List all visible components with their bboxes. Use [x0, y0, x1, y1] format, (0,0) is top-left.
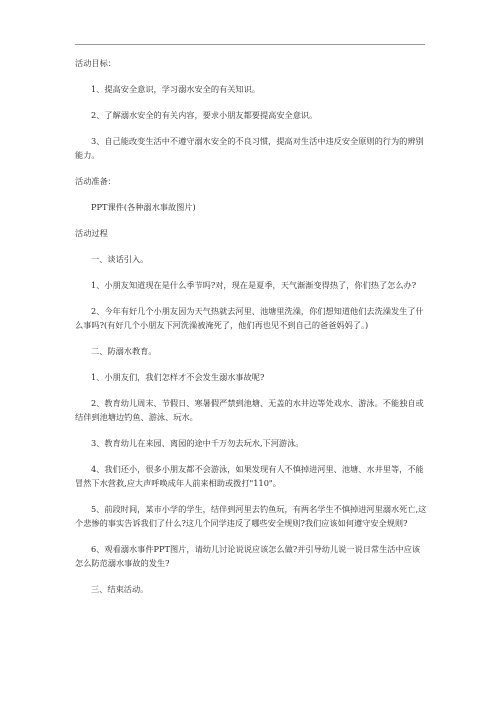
process-item: 1、小朋友知道现在是什么季节吗?对，现在是夏季，天气渐渐变得热了，你们热了怎么办? [91, 280, 417, 290]
goal-item-2: 2、了解溺水安全的有关内容，要求小朋友都要提高安全意识。 [91, 110, 318, 120]
goal-item-3: 3、自己能改变生活中不遵守溺水安全的不良习惯，提高对生活中违反安全原则的行为的辨别能力。 [75, 136, 424, 160]
process-item: 2、教育幼儿周末、节假日、寒暑假严禁到池塘、无盖的水井边等处戏水、游泳。不能独自或结伴到池塘边钓鱼、游泳、玩水。 [75, 398, 424, 422]
header-rule [75, 44, 425, 45]
goal-item-1: 1、提高安全意识，学习溺水安全的有关知识。 [91, 84, 260, 94]
document-body [75, 56, 427, 608]
process-step-heading-1: 一、谈话引入。 [91, 254, 149, 264]
process-item: 1、小朋友们，我们怎样才不会发生溺水事故呢? [91, 372, 265, 382]
section-heading-process: 活动过程 [75, 228, 108, 238]
process-item: 2、今年有好几个小朋友因为天气热就去河里、池塘里洗澡，你们想知道他们去洗澡发生了什么事吗?(有好几个小朋友下河洗澡被淹死了，他们再也见不到自己的爸爸妈妈了。) [75, 306, 424, 330]
process-item: 4、我们还小，很多小朋友都不会游泳，如果发现有人不慎掉进河里、池塘、水井里等，不能冒然下水营救,应大声呼唤成年人前来相助或拨打"110"。 [75, 464, 424, 488]
process-item: 3、教育幼儿在来园、离园的途中千万勿去玩水,下河游泳。 [91, 438, 304, 448]
process-item: 6、观看溺水事件PPT图片，请幼儿讨论说说应该怎么做?并引导幼儿说一说日常生活中应该怎么防范溺水事故的发生? [75, 544, 421, 568]
process-step-heading-2: 二、防溺水教育。 [91, 346, 157, 356]
prep-item: PPT课件(各种溺水事故图片) [91, 202, 196, 212]
process-step-heading-3: 三、结束活动。 [91, 584, 149, 594]
section-heading-goals: 活动目标： [75, 58, 116, 68]
process-item: 5、前段时间，某市小学的学生，结伴到河里去钓鱼玩，有两名学生不慎掉进河里溺水死亡,这个悲惨的事实告诉我们了什么?这几个同学违反了哪些安全规则?我们应该如何遵守安全规则? [75, 504, 427, 528]
section-heading-prep: 活动准备： [75, 176, 116, 186]
